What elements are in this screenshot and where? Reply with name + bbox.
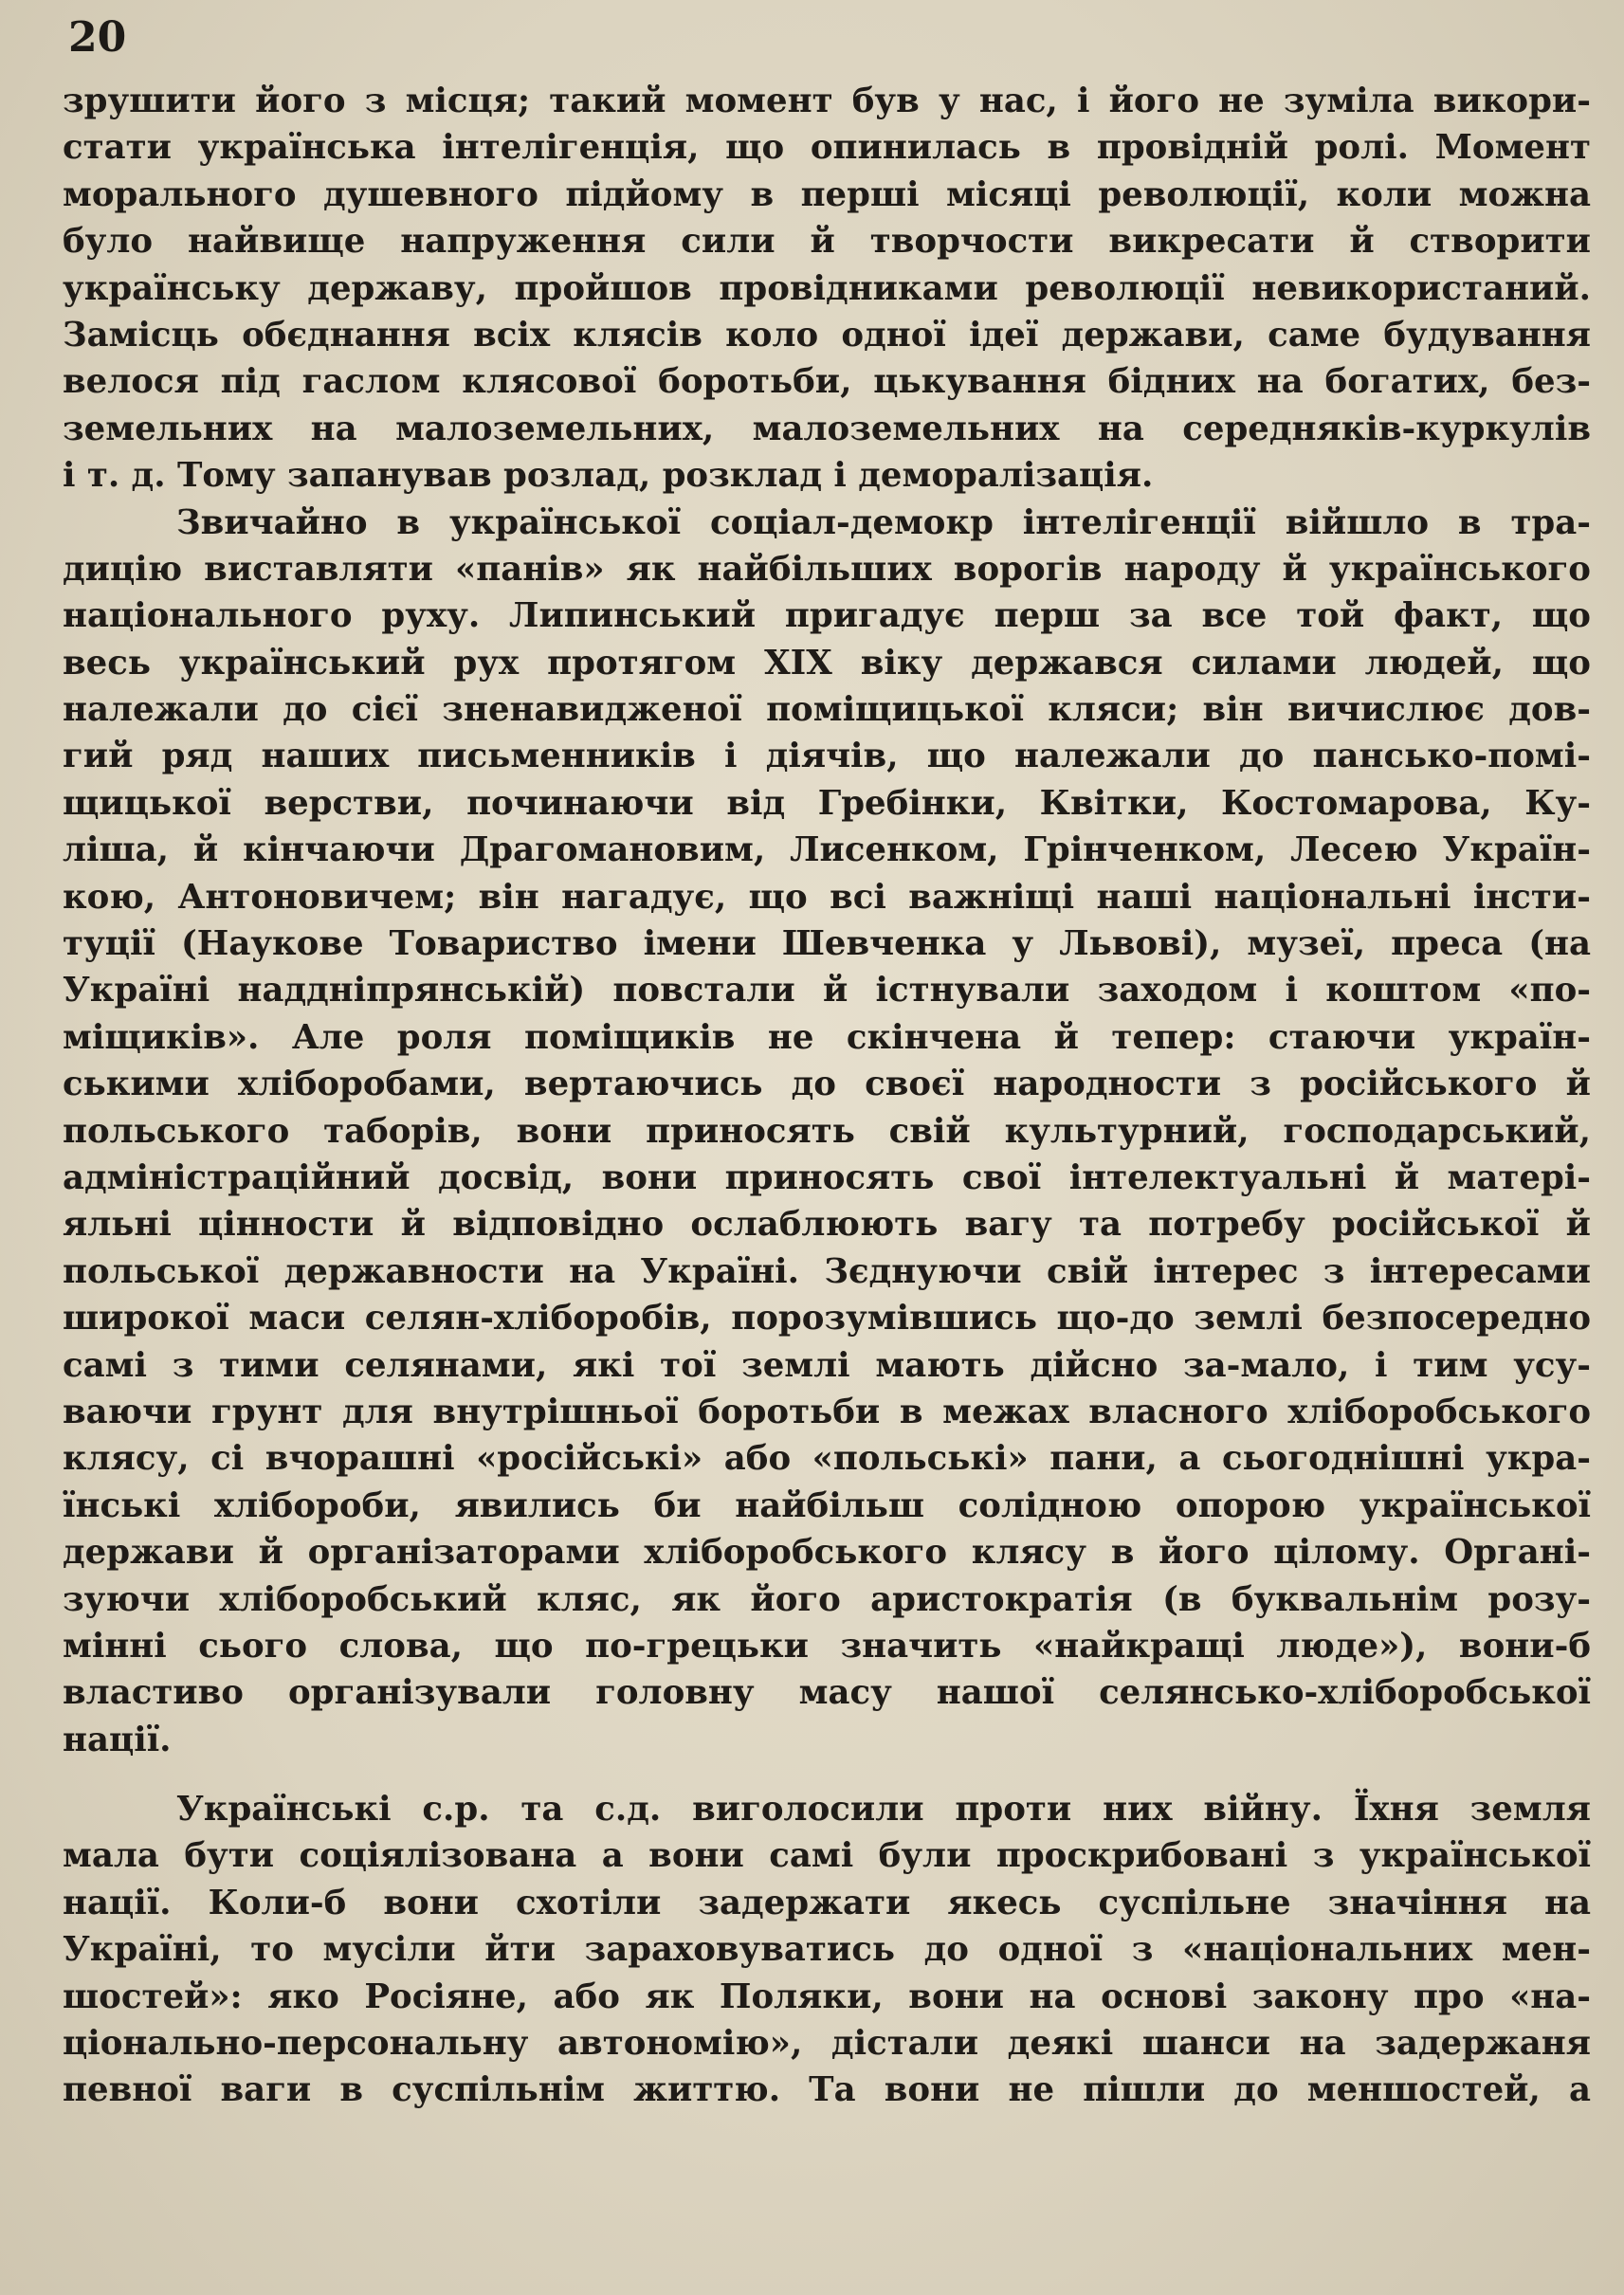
text-line: ваючи грунт для внутрішньої боротьби в межах власного хліборобського	[63, 1392, 1591, 1431]
text-line: нації. Коли-б вони схотіли задержати якесь суспільне значіння на	[63, 1883, 1591, 1922]
text-line: держави й організаторами хліборобського клясу в його цілому. Органі-	[63, 1533, 1591, 1573]
text-line: Україні наддніпрянській) повстали й істнували заходом і коштом «по-	[63, 971, 1591, 1011]
text-line: велося під гаслом клясової боротьби, цькування бідних на богатих, без-	[63, 362, 1591, 402]
text-line: польської державности на Україні. Зєднуючи свій інтерес з інтересами	[63, 1251, 1591, 1291]
text-line: Україні, то мусіли йти зараховуватись до одної з «національних мен-	[63, 1930, 1591, 1970]
text-line: Звичайно в української соціал-демокр інтелігенції війшло в тра-	[176, 502, 1591, 542]
text-line: весь український рух протягом XIX віку держався силами людей, що	[63, 643, 1591, 683]
text-line: міщиків». Але роля поміщиків не скінчена й тепер: стаючи україн-	[63, 1017, 1591, 1057]
text-line: дицію виставляти «панів» як найбільших ворогів народу й українського	[63, 549, 1591, 589]
paragraph-1	[63, 78, 1591, 500]
page-number: 20	[68, 13, 127, 62]
paragraph-3	[63, 1786, 1591, 2114]
text-line: було найвище напруження сили й творчости викресати й створити	[63, 222, 1591, 262]
text-line: Замісць обєднання всіх клясів коло одної ідеї держави, саме будування	[63, 315, 1591, 355]
body-text	[63, 78, 1591, 2114]
text-line: шостей»: яко Росіяне, або як Поляки, вони на основі закону про «на-	[63, 1976, 1591, 2016]
text-line: туції (Наукове Товариство імени Шевченка у Львові), музеї, преса (на	[63, 924, 1591, 964]
text-line: нації.	[63, 1720, 172, 1759]
text-line: їнські хлібороби, явились би найбільш солідною опорою української	[63, 1485, 1591, 1525]
text-line: ськими хліборобами, вертаючись до своєї народности з російського й	[63, 1065, 1591, 1104]
text-line: самі з тими селянами, які тої землі мають дійсно за-мало, і тим усу-	[63, 1345, 1591, 1385]
text-line: стати українська інтелігенція, що опинилась в провідній ролі. Момент	[63, 128, 1591, 168]
text-line: зуючи хліборобський кляс, як його аристократія (в буквальнім розу-	[63, 1579, 1591, 1619]
text-line: гий ряд наших письменників і діячів, що належали до пансько-помі-	[63, 737, 1591, 776]
text-line: певної ваги в суспільнім життю. Та вони не пішли до меншостей, а	[63, 2070, 1591, 2110]
text-line: властиво організували головну масу нашої селянсько-хліборобської	[63, 1673, 1591, 1713]
text-line: Українські с.р. та с.д. виголосили проти них війну. Їхня земля	[176, 1790, 1591, 1830]
text-line: належали до сієї зненавидженої поміщицької кляси; він вичислює дов-	[63, 690, 1591, 730]
text-line: і т. д. Тому запанував розлад, розклад і деморалізація.	[63, 456, 1154, 496]
paragraph-2	[63, 500, 1591, 1764]
text-line: ліша, й кінчаючи Драгомановим, Лисенком, Грінченком, Лесею Україн-	[63, 830, 1591, 870]
text-line: національного руху. Липинський пригадує перш за все той факт, що	[63, 596, 1591, 636]
text-line: зрушити його з місця; такий момент був у нас, і його не зуміла викори-	[63, 82, 1591, 120]
text-line: кою, Антоновичем; він нагадує, що всі важніщі наші національні інсти-	[63, 877, 1591, 917]
text-line: мінні сього слова, що по-грецьки значить «найкращі люде»), вони-б	[63, 1626, 1591, 1666]
text-line: земельних на малоземельних, малоземельних на середняків-куркулів	[63, 409, 1591, 448]
text-line: ціонально-персональну автономію», дістали деякі шанси на задержаня	[63, 2024, 1591, 2064]
paragraph-gap	[63, 1763, 1591, 1786]
text-line: мала бути соціялізована а вони самі були проскрибовані з української	[63, 1836, 1591, 1876]
text-line: яльні цінности й відповідно ослаблюють вагу та потребу російської й	[63, 1205, 1591, 1245]
text-line: широкої маси селян-хліборобів, порозумівшись що-до землі безпосередно	[63, 1299, 1591, 1339]
text-line: клясу, сі вчорашні «російські» або «польські» пани, а сьогоднішні укра-	[63, 1439, 1591, 1479]
text-line: українську державу, пройшов провідниками революції невикористаний.	[63, 268, 1591, 308]
text-line: щицької верстви, починаючи від Гребінки, Квітки, Костомарова, Ку-	[63, 783, 1591, 823]
text-line: морального душевного підйому в перші місяці революції, коли можна	[63, 174, 1591, 214]
text-line: адміністраційний досвід, вони приносять свої інтелектуальні й матері-	[63, 1157, 1591, 1197]
text-line: польського таборів, вони приносять свій культурний, господарський,	[63, 1111, 1591, 1151]
